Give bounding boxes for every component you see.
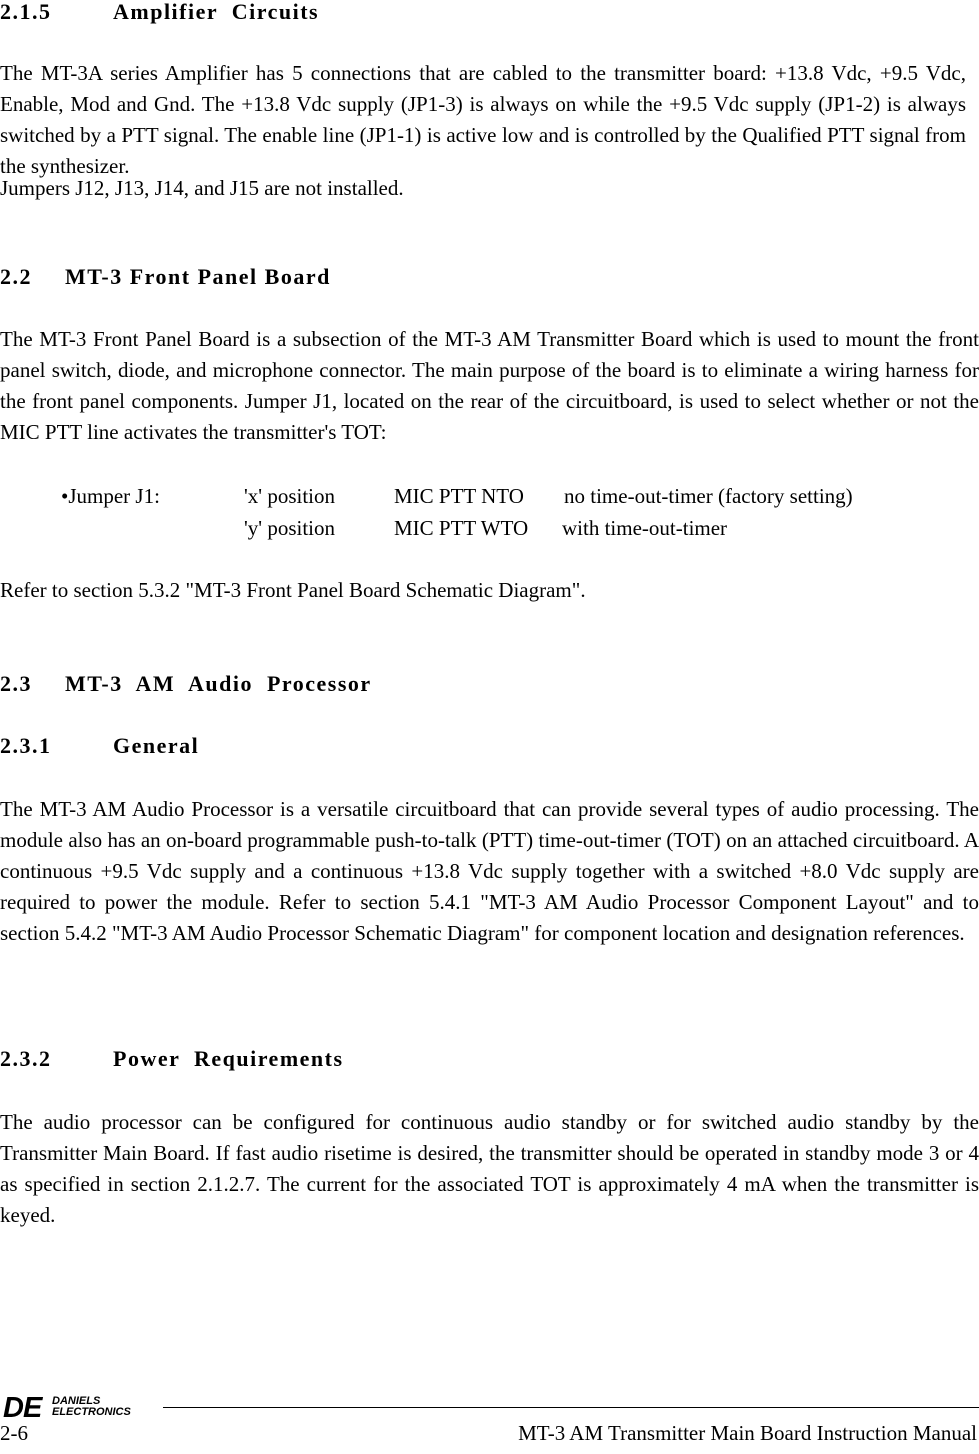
logo-mark: DE	[3, 1392, 42, 1424]
section-number: 2.3.1	[0, 733, 52, 758]
jumper-row-y-setting: MIC PTT WTO	[394, 516, 529, 540]
section-number: 2.2	[0, 264, 32, 289]
manual-title: MT-3 AM Transmitter Main Board Instruction Manual	[518, 1421, 977, 1445]
section-title: MT-3 Front Panel Board	[65, 264, 331, 289]
jumper-row-x-position: 'x' position	[244, 484, 335, 508]
heading-2-3-2	[0, 1046, 344, 1072]
paragraph-general: The MT-3 AM Audio Processor is a versatile circuitboard that can provide several types of audio processing. The module also has an on-board programmable push-to-talk (PTT) time-out-timer (TOT) on an attached circuitboard. A continuous +9.5 Vdc supply and a continuous +13.8 Vdc supply together with a switched +8.0 Vdc supply are required to power the module. Refer to section 5.4.1 "MT-3 AM Audio Processor Component Layout" and to section 5.4.2 "MT-3 AM Audio Processor Schematic Diagram" for component location and designation references.	[0, 797, 979, 945]
section-number: 2.1.5	[0, 0, 52, 24]
section-title: MT-3 AM Audio Processor	[65, 671, 372, 696]
section-title: General	[113, 733, 200, 758]
section-number: 2.3	[0, 671, 32, 696]
paragraph-power-requirements: The audio processor can be configured for continuous audio standby or for switched audio standby by the Transmitter Main Board. If fast audio risetime is desired, the transmitter should be operated in standby mode 3 or 4 as specified in section 2.1.2.7. The current for the associated TOT is approximately 4 mA when the transmitter is keyed.	[0, 1110, 979, 1227]
logo-line-electronics: ELECTRONICS	[52, 1406, 131, 1418]
paragraph-refer-front-panel: Refer to section 5.3.2 "MT-3 Front Panel Board Schematic Diagram".	[0, 578, 586, 602]
section-title: Amplifier Circuits	[113, 0, 320, 24]
paragraph-front-panel: The MT-3 Front Panel Board is a subsection of the MT-3 AM Transmitter Board which is used to mount the front panel switch, diode, and microphone connector. The main purpose of the board is to eliminate a wiring harness for the front panel components. Jumper J1, located on the rear of the circuitboard, is used to select whether or not the MIC PTT line activates the transmitter's TOT:	[0, 327, 979, 444]
heading-2-3-1	[0, 733, 199, 759]
section-number: 2.3.2	[0, 1046, 52, 1071]
jumper-row-x-desc: no time-out-timer (factory setting)	[564, 484, 853, 508]
heading-2-2	[0, 264, 331, 290]
footer-rule	[163, 1407, 979, 1408]
paragraph-jumpers-not-installed: Jumpers J12, J13, J14, and J15 are not installed.	[0, 176, 404, 200]
heading-2-3	[0, 671, 372, 697]
jumper-row-y-desc: with time-out-timer	[562, 516, 728, 540]
page-number: 2-6	[0, 1421, 28, 1445]
jumper-label: •Jumper J1:	[61, 484, 160, 508]
paragraph-amplifier: The MT-3A series Amplifier has 5 connections that are cabled to the transmitter board: +13.8 Vdc, +9.5 Vdc, Enable, Mod and Gnd. The +13.8 Vdc supply (JP1-3) is always on while the +9.5 Vdc supply (JP1-2) is always switched by a PTT signal. The enable line (JP1-1) is active low and is controlled by the Qualified PTT signal from the synthesizer.	[0, 61, 966, 178]
jumper-row-x-setting: MIC PTT NTO	[394, 484, 524, 508]
jumper-row-y-position: 'y' position	[244, 516, 335, 540]
logo-line-daniels: DANIELS	[52, 1395, 101, 1407]
heading-2-1-5	[0, 0, 319, 25]
section-title: Power Requirements	[113, 1046, 344, 1071]
